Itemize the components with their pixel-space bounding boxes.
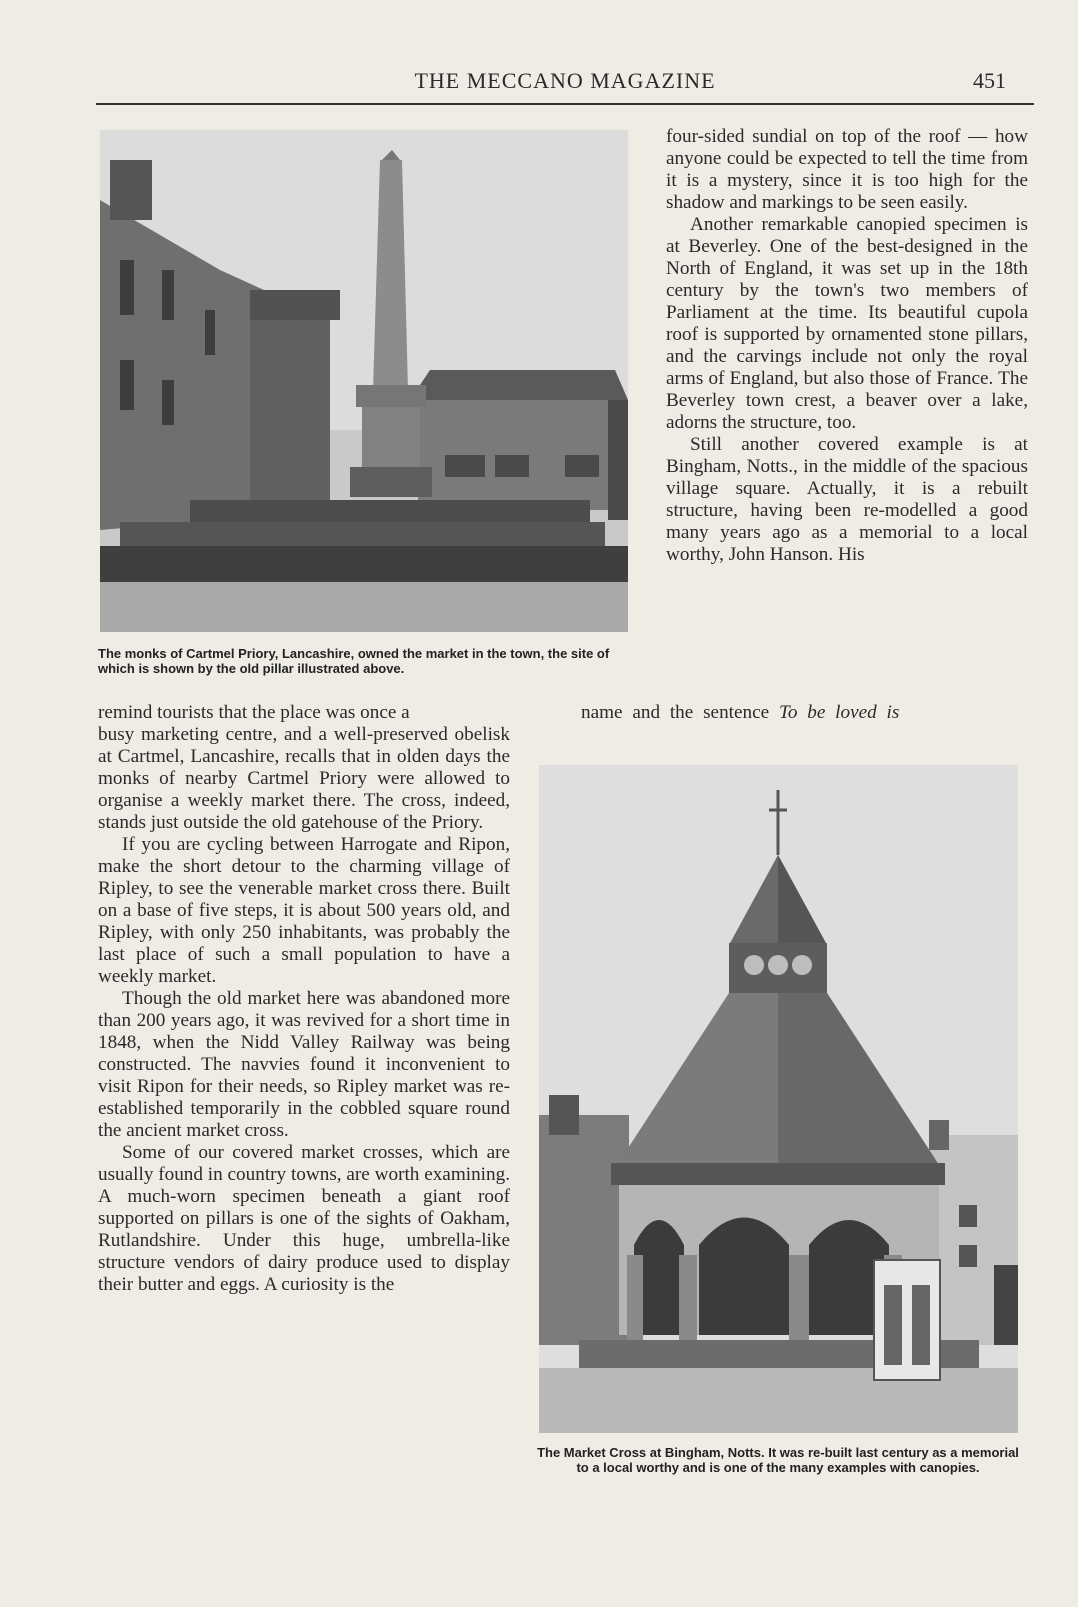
paragraph: four-sided sundial on top of the roof — how anyone could be expected to tell the time from it is a mystery, since it is too high for the shadow and markings to be seen easily.	[666, 126, 1028, 213]
spanning-line-right-italic: To be loved is	[778, 702, 900, 723]
page-number: 451	[973, 68, 1006, 93]
left-column-text	[98, 724, 510, 1296]
spanning-line-left: remind tourists that the place was once a	[98, 702, 410, 723]
paragraph: Some of our covered market crosses, which are usually found in country towns, are worth examining. A much-worn specimen beneath a giant roof supported on pillars is one of the sights of Oakham, Rutlandshire. Under this huge, umbrella-like structure vendors of dairy produce used to display their butter and eggs. A curiosity is the	[98, 1142, 510, 1295]
spanning-line-right	[581, 702, 1028, 724]
spanning-line-right-plain: name and the sentence	[581, 702, 770, 723]
paragraph: busy marketing centre, and a well-preserved obelisk at Cartmel, Lancashire, recalls that in olden days the monks of nearby Cartmel Priory were allowed to organise a weekly market there. The cross, indeed, stands just outside the old gatehouse of the Priory.	[98, 724, 510, 833]
bingham-caption: The Market Cross at Bingham, Notts. It was re-built last century as a memorial to a local worthy and is one of the many examples with canopies.	[537, 1445, 1019, 1475]
paragraph: If you are cycling between Harrogate and Ripon, make the short detour to the charming village of Ripley, to see the venerable market cross there. Built on a base of five steps, it is about 500 years old, and Ripley, with only 250 inhabitants, was probably the last place of such a small population to have a weekly market.	[98, 834, 510, 987]
header-rule	[96, 103, 1034, 105]
paragraph: Another remarkable canopied specimen is at Beverley. One of the best-designed in the North of England, it was set up in the 18th century by the town's two members of Parliament at the time. Its beautiful cupola roof is supported by ornamented stone pillars, and the carvings include not only the royal arms of England, but also those of France. The Beverley town crest, a beaver over a lake, adorns the structure, too.	[666, 214, 1028, 433]
cartmel-caption: The monks of Cartmel Priory, Lancashire, owned the market in the town, the site of which is shown by the old pillar illustrated above.	[98, 646, 610, 676]
cartmel-obelisk-photo	[100, 130, 628, 632]
right-column-top-text	[666, 126, 1028, 566]
page-header	[96, 68, 1034, 104]
paragraph: Though the old market here was abandoned more than 200 years ago, it was revived for a short time in 1848, when the Nidd Valley Railway was being constructed. The navvies found it inconvenient to visit Ripon for their needs, so Ripley market was re-established temporarily in the cobbled square round the ancient market cross.	[98, 988, 510, 1141]
bingham-market-cross-photo	[539, 765, 1018, 1433]
running-title: THE MECCANO MAGAZINE	[414, 68, 716, 93]
paragraph: Still another covered example is at Bingham, Notts., in the middle of the spacious village square. Actually, it is a rebuilt structure, having been re-modelled a good many years ago as a memorial to a local worthy, John Hanson. His	[666, 434, 1028, 565]
